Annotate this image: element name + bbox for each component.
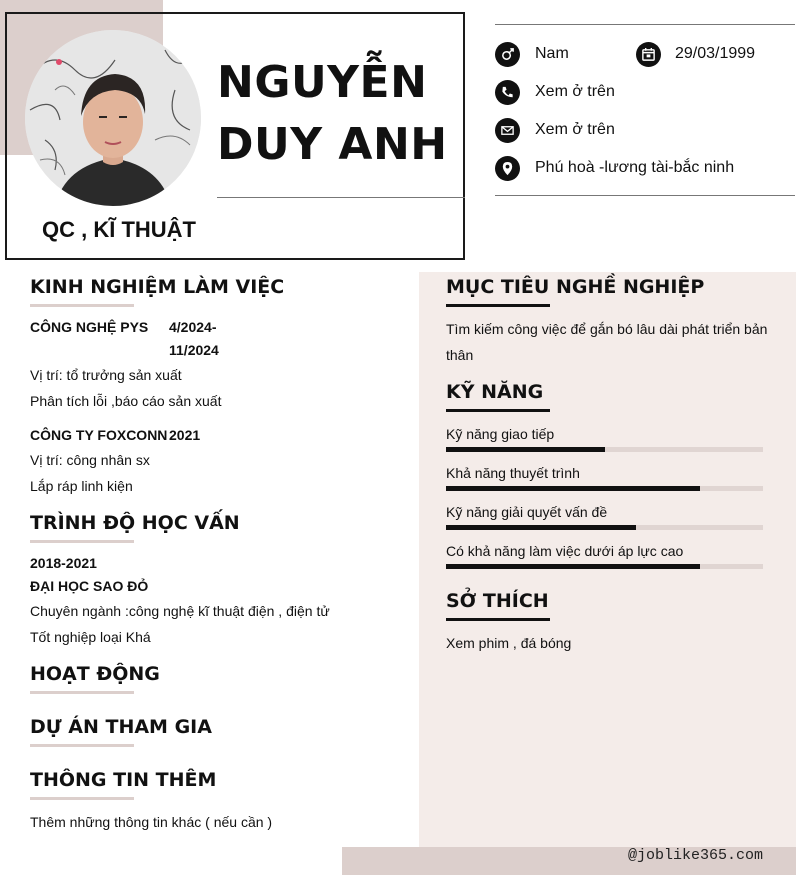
email-icon [495,118,520,143]
education-underline [30,540,134,543]
extra-info-underline [30,797,134,800]
job-2-line-2: Lắp ráp linh kiện [30,478,133,494]
skills-heading: KỸ NĂNG [446,381,544,403]
info-divider-bottom [495,195,795,196]
job-2-date: 2021 [169,427,201,443]
extra-info-text: Thêm những thông tin khác ( nếu cần ) [30,814,273,830]
skills-underline [446,409,550,412]
skill-1-label: Kỹ năng giao tiếp [446,426,555,442]
education-grade: Tốt nghiệp loại Khá [30,629,151,645]
skill-4-fill [446,564,700,569]
projects-heading: DỰ ÁN THAM GIA [30,716,212,738]
experience-underline [30,304,134,307]
name-line-1: NGUYỄN [217,57,428,108]
profile-photo [25,30,201,206]
phone-icon [495,80,520,105]
email-text: Xem ở trên [535,121,615,138]
skill-3-fill [446,525,636,530]
calendar-icon [636,42,661,67]
skill-1-track [446,447,763,452]
dob-text: 29/03/1999 [675,45,756,62]
objective-heading: MỤC TIÊU NGHỀ NGHIỆP [446,276,705,298]
footer-handle: @joblike365.com [628,847,764,864]
skill-2-label: Khả năng thuyết trình [446,465,580,481]
name-divider [217,197,465,198]
job-1-date-start: 4/2024- [169,319,217,335]
gender-text: Nam [535,45,569,62]
objective-line-1: Tìm kiếm công việc để gắn bó lâu dài phát triển bản [446,321,768,337]
hobbies-heading: SỞ THÍCH [446,590,549,612]
job-2-company: CÔNG TY FOXCONN [30,427,168,443]
experience-heading: KINH NGHIỆM LÀM VIỆC [30,276,285,298]
extra-info-heading: THÔNG TIN THÊM [30,769,217,791]
job-1-line-2: Phân tích lỗi ,báo cáo sản xuất [30,393,222,409]
education-heading: TRÌNH ĐỘ HỌC VẤN [30,512,240,534]
job-title: QC , KĨ THUẬT [42,217,196,242]
skill-4-track [446,564,763,569]
phone-text: Xem ở trên [535,83,615,100]
projects-underline [30,744,134,747]
skill-3-label: Kỹ năng giải quyết vấn đề [446,504,608,520]
job-1-company: CÔNG NGHỆ PYS [30,319,149,335]
objective-underline [446,304,550,307]
job-1-line-1: Vị trí: tổ trưởng sản xuất [30,367,182,383]
skill-4-label: Có khả năng làm việc dưới áp lực cao [446,543,684,559]
candidate-name [217,52,448,176]
skill-1-fill [446,447,605,452]
location-icon [495,156,520,181]
name-line-2: DUY ANH [217,119,448,170]
job-2-line-1: Vị trí: công nhân sx [30,452,150,468]
hobbies-text: Xem phim , đá bóng [446,635,572,651]
education-major: Chuyên ngành :công nghệ kĩ thuật điện , điện tử [30,603,330,619]
hobbies-underline [446,618,550,621]
skill-2-track [446,486,763,491]
gender-icon [495,42,520,67]
skill-3-track [446,525,763,530]
education-school: ĐẠI HỌC SAO ĐỎ [30,578,149,594]
activities-underline [30,691,134,694]
activities-heading: HOẠT ĐỘNG [30,663,160,685]
job-1-date-end: 11/2024 [169,342,219,358]
objective-line-2: thân [446,347,474,363]
skill-2-fill [446,486,700,491]
address-text: Phú hoà -lương tài-bắc ninh [535,159,735,176]
right-column-background [419,272,796,847]
education-years: 2018-2021 [30,555,97,571]
info-divider-top [495,24,795,25]
